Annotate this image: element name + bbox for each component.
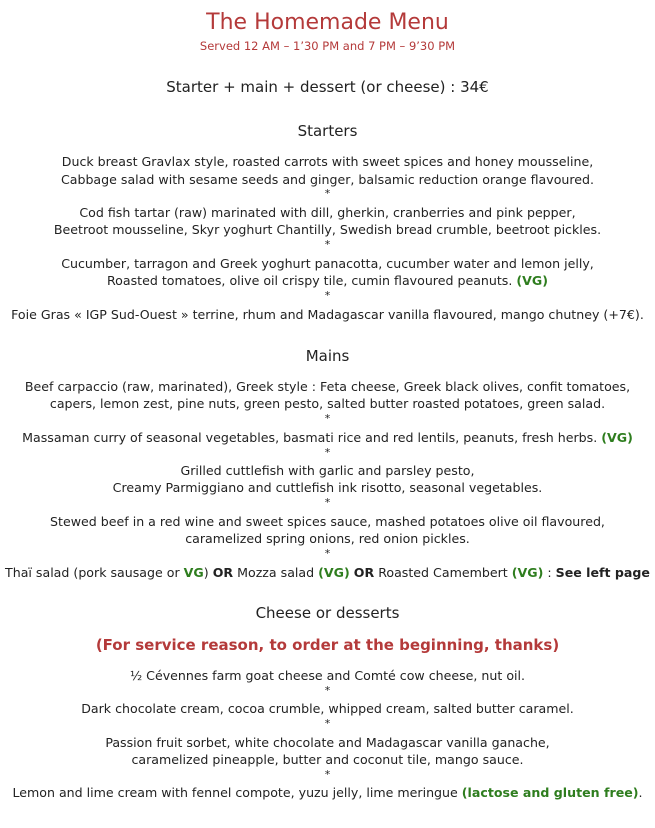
- separator: *: [324, 187, 331, 200]
- main-1-line-1: Beef carpaccio (raw, marinated), Greek style : Feta cheese, Greek black olives, confit tomatoes,: [24, 379, 631, 394]
- vegetarian-tag: (VG): [601, 430, 633, 445]
- separator: *: [324, 446, 331, 459]
- or-label: OR: [353, 565, 375, 580]
- starter-3-line-2: [0, 273, 655, 289]
- menu-title: The Homemade Menu: [206, 10, 449, 35]
- starter-3-line-2-text: Roasted tomatoes, olive oil crispy tile, cumin flavoured peanuts.: [107, 273, 513, 288]
- camembert-text: Roasted Camembert: [378, 565, 508, 580]
- separator: *: [324, 238, 331, 251]
- starter-2-line-2: Beetroot mousseline, Skyr yoghurt Chantilly, Swedish bread crumble, beetroot pickles.: [53, 222, 602, 237]
- dessert-2-line-1: Dark chocolate cream, cocoa crumble, whipped cream, salted butter caramel.: [81, 701, 574, 716]
- dessert-4-text: Lemon and lime cream with fennel compote, yuzu jelly, lime meringue: [12, 785, 458, 800]
- starters-heading: Starters: [297, 122, 358, 140]
- separator: *: [324, 412, 331, 425]
- order-notice: (For service reason, to order at the beginning, thanks): [95, 636, 560, 654]
- main-2-line-1-text: Massaman curry of seasonal vegetables, basmati rice and red lentils, peanuts, fresh herbs.: [22, 430, 598, 445]
- main-5-line-1: [0, 565, 655, 581]
- starter-1-line-2: Cabbage salad with sesame seeds and ginger, balsamic reduction orange flavoured.: [60, 172, 595, 187]
- dessert-1-line-1: ½ Cévennes farm goat cheese and Comté cow cheese, nut oil.: [129, 668, 526, 683]
- main-4-line-1: Stewed beef in a red wine and sweet spices sauce, mashed potatoes olive oil flavoured,: [50, 514, 605, 529]
- period: .: [638, 785, 643, 800]
- starter-2-line-1: Cod fish tartar (raw) marinated with dill, gherkin, cranberries and pink pepper,: [79, 205, 576, 220]
- or-label: OR: [212, 565, 234, 580]
- see-left-page-note: See left page: [555, 565, 650, 580]
- mains-heading: Mains: [305, 347, 350, 365]
- main-2-line-1: [0, 430, 655, 446]
- menu-formula-price: Starter + main + dessert (or cheese) : 34€: [166, 78, 489, 96]
- thai-salad-text: Thaï salad (pork sausage or: [5, 565, 180, 580]
- mozza-salad-text: Mozza salad: [237, 565, 315, 580]
- separator: *: [324, 684, 331, 697]
- separator: *: [324, 496, 331, 509]
- vegetarian-tag: (VG): [511, 565, 544, 580]
- main-1-line-2: capers, lemon zest, pine nuts, green pesto, salted butter roasted potatoes, green salad.: [49, 396, 606, 411]
- dessert-3-line-2: caramelized pineapple, butter and coconut tile, mango sauce.: [131, 752, 524, 767]
- vegetarian-tag: (VG): [516, 273, 548, 288]
- paren-close: ): [203, 565, 209, 580]
- starter-4-line-1: Foie Gras « IGP Sud-Ouest » terrine, rhum and Madagascar vanilla flavoured, mango chutney (+7€).: [11, 307, 644, 322]
- desserts-heading: Cheese or desserts: [255, 604, 400, 622]
- vegetarian-tag: (VG): [318, 565, 350, 580]
- dessert-4-line-1: [0, 785, 655, 801]
- main-4-line-2: caramelized spring onions, red onion pickles.: [185, 531, 470, 546]
- starter-1-line-1: Duck breast Gravlax style, roasted carrots with sweet spices and honey mousseline,: [61, 154, 594, 169]
- separator: *: [324, 768, 331, 781]
- colon: :: [547, 565, 552, 580]
- main-3-line-1: Grilled cuttlefish with garlic and parsley pesto,: [180, 463, 475, 478]
- separator: *: [324, 547, 331, 560]
- allergen-free-tag: (lactose and gluten free): [461, 785, 639, 800]
- separator: *: [324, 289, 331, 302]
- vegetarian-tag: VG: [183, 565, 204, 580]
- service-hours: Served 12 AM – 1’30 PM and 7 PM – 9’30 PM: [199, 39, 456, 53]
- starter-3-line-1: Cucumber, tarragon and Greek yoghurt panacotta, cucumber water and lemon jelly,: [61, 256, 594, 271]
- dessert-3-line-1: Passion fruit sorbet, white chocolate and Madagascar vanilla ganache,: [105, 735, 550, 750]
- separator: *: [324, 717, 331, 730]
- main-3-line-2: Creamy Parmiggiano and cuttlefish ink risotto, seasonal vegetables.: [112, 480, 543, 495]
